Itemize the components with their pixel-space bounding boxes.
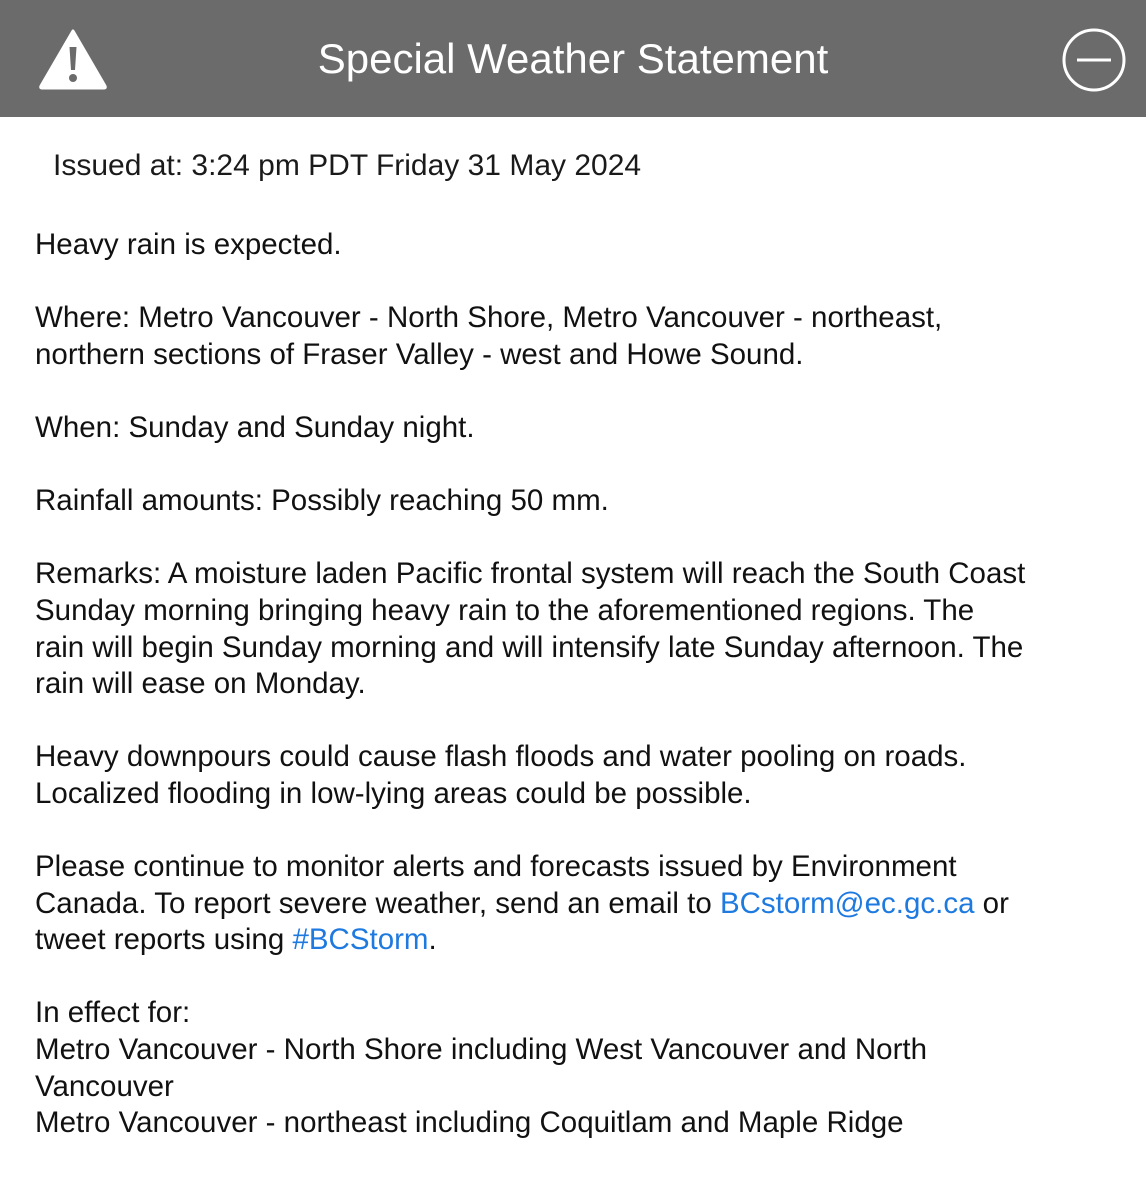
monitor-text-2: or tweet reports using xyxy=(35,886,1009,957)
minus-circle-icon[interactable] xyxy=(1061,27,1127,93)
hashtag-link[interactable]: #BCStorm xyxy=(292,923,429,957)
impacts-paragraph: Heavy downpours could cause flash floods and water pooling on roads. Localized flooding in low-lying areas could be possible. xyxy=(35,740,967,810)
in-effect-label: In effect for: xyxy=(35,996,191,1030)
header-bar xyxy=(0,0,1146,117)
rainfall-paragraph: Rainfall amounts: Possibly reaching 50 mm. xyxy=(35,484,609,518)
issued-timestamp: Issued at: 3:24 pm PDT Friday 31 May 2024 xyxy=(53,149,642,182)
page-title: Special Weather Statement xyxy=(317,35,829,82)
email-link[interactable]: BCstorm@ec.gc.ca xyxy=(719,886,975,920)
when-paragraph: When: Sunday and Sunday night. xyxy=(35,410,475,444)
region-item: Metro Vancouver - northeast including Coquitlam and Maple Ridge xyxy=(35,1106,904,1140)
region-item: Metro Vancouver - North Shore including West Vancouver and North Vancouver xyxy=(35,1033,928,1103)
where-paragraph: Where: Metro Vancouver - North Shore, Metro Vancouver - northeast, northern sections of Fraser Valley - west and Howe Sound. xyxy=(35,301,943,371)
headline: Heavy rain is expected. xyxy=(35,228,342,261)
in-effect-section xyxy=(35,995,1130,1141)
monitor-text-1: Please continue to monitor alerts and forecasts issued by Environment Canada. To report severe weather, send an email to xyxy=(35,850,957,920)
monitor-paragraph xyxy=(35,849,1130,959)
monitor-text-3: . xyxy=(428,923,437,957)
statement-body xyxy=(35,227,1130,1142)
remarks-paragraph: Remarks: A moisture laden Pacific frontal system will reach the South Coast Sunday morning bringing heavy rain to the aforementioned regions. The rain will begin Sunday morning and will intensify late Sunday afternoon. The rain will ease on Monday. xyxy=(35,557,1026,701)
